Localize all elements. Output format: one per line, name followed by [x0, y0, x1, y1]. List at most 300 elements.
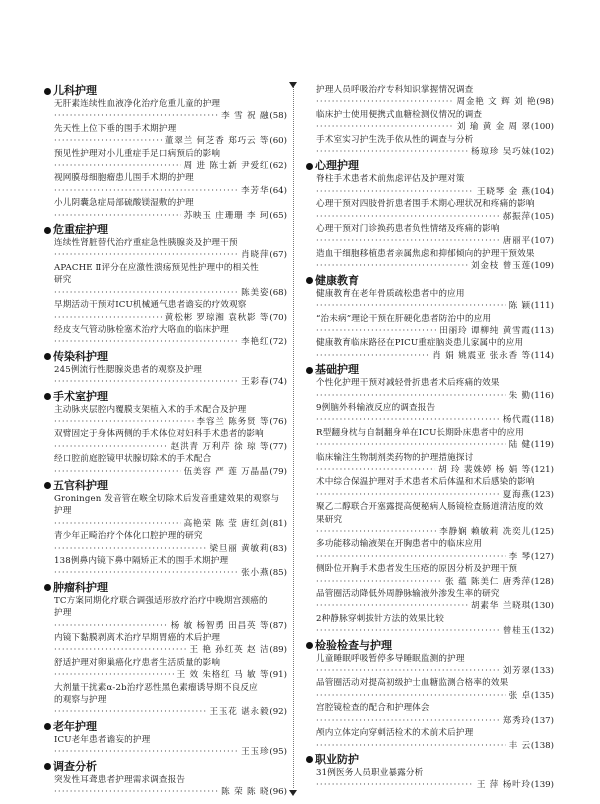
entry-authors: 肖 娟 姚震亚 张永香 等: [432, 350, 531, 361]
entry-title-line: 心理干预对门诊换药患者负性情绪及疼痛的影响: [316, 224, 500, 235]
section-title: 健康教育: [315, 273, 359, 287]
entry-meta: [54, 567, 287, 579]
toc-entry[interactable]: [306, 288, 554, 313]
entry-title-line: 临床输注生物制剂类药物的护理措施探讨: [316, 452, 474, 463]
toc-entry[interactable]: [306, 767, 554, 792]
entry-page-number: (121): [530, 464, 554, 475]
entry-page-number: (72): [269, 337, 287, 348]
toc-section: [44, 479, 287, 580]
section-heading: [44, 760, 287, 774]
entry-meta: [316, 551, 554, 563]
entry-authors: 朱 勤: [508, 390, 531, 401]
toc-entry[interactable]: [44, 98, 287, 123]
entry-title-line: 预见性护理对小儿重症手足口病预后的影响: [54, 148, 221, 159]
dot-leader: [54, 249, 238, 261]
entry-title-line: 245例流行性腮腺炎患者的观察及护理: [54, 364, 203, 375]
entry-page-number: (133): [530, 666, 554, 677]
entry-authors: 张小燕: [241, 568, 270, 579]
entry-title-line: Groningen 发音管在喉全切除术后发音重建效果的观察与: [54, 493, 280, 504]
entry-authors: 高艳荣 陈 莹 唐红剑: [183, 518, 270, 529]
dot-leader: [316, 414, 500, 426]
bullet-icon: [44, 353, 51, 360]
section-title: 传染科护理: [53, 349, 108, 363]
entry-authors: 王 艳 孙红英 赵 洁: [189, 645, 270, 656]
toc-entry[interactable]: [44, 123, 287, 148]
toc-entry[interactable]: [306, 402, 554, 427]
entry-page-number: (67): [269, 250, 287, 261]
toc-entry[interactable]: [306, 109, 554, 134]
section-heading: [44, 350, 287, 364]
entry-title-line: 心理干预对四肢骨折患者围手术期心理状况和疼痛的影响: [316, 199, 535, 210]
toc-section: [306, 639, 554, 752]
entry-meta: [54, 160, 287, 172]
toc-entry[interactable]: [306, 248, 554, 273]
entry-meta: [54, 620, 287, 632]
toc-entry[interactable]: [44, 404, 287, 429]
entry-page-number: (123): [530, 489, 554, 500]
dot-leader: [316, 260, 468, 272]
toc-entry[interactable]: [44, 453, 287, 478]
entry-authors: 梁旦丽 黄敏莉: [209, 543, 270, 554]
entry-authors: 杨 敏 杨智勇 田昌英 等: [170, 620, 270, 631]
entry-authors: 刘芳翠: [502, 666, 531, 677]
bullet-icon: [44, 763, 51, 770]
entry-authors: 李 琴: [508, 551, 531, 562]
entry-title-line: 的观察与护理: [54, 695, 107, 706]
entry-authors: 黄松彬 罗琼湘 袁秋影 等: [164, 312, 270, 323]
toc-section: [44, 760, 287, 799]
toc-entry[interactable]: [44, 262, 287, 299]
entry-meta: [316, 464, 554, 476]
entry-page-number: (58): [269, 111, 287, 122]
entry-page-number: (65): [269, 210, 287, 221]
toc-entry[interactable]: [306, 653, 554, 678]
entry-meta: [316, 260, 554, 272]
section-title: 老年护理: [53, 719, 97, 733]
entry-page-number: (114): [530, 350, 554, 361]
entry-page-number: (95): [269, 747, 287, 758]
entry-authors: 王晓琴 金 燕: [476, 186, 531, 197]
toc-entry[interactable]: [44, 197, 287, 222]
entry-page-number: (81): [269, 518, 287, 529]
entry-title-line: 护理: [54, 506, 72, 517]
entry-authors: 苏映玉 庄珊珊 李 珂: [183, 210, 270, 221]
dot-leader: [54, 518, 181, 530]
entry-title-line: 小儿阴囊急症局部硫酸镁湿敷的护理: [54, 198, 194, 209]
toc-section: [306, 753, 554, 792]
toc-entry[interactable]: [44, 657, 287, 682]
entry-title-line: 主动脉夹层腔内覆膜支架植入术的手术配合及护理: [54, 404, 247, 415]
dot-leader: [316, 576, 442, 588]
entry-meta: [54, 210, 287, 222]
section-heading: [306, 363, 554, 377]
toc-entry[interactable]: [306, 452, 554, 477]
toc-section: [44, 390, 287, 478]
toc-entry[interactable]: [44, 172, 287, 197]
toc-entry[interactable]: [44, 632, 287, 657]
entry-meta: [316, 186, 554, 198]
toc-entry[interactable]: [306, 313, 554, 338]
dot-leader: [316, 390, 506, 402]
entry-title-line: 宫腔镜检查的配合和护理体会: [316, 703, 430, 714]
toc-entry[interactable]: [44, 364, 287, 389]
bullet-icon: [44, 723, 51, 730]
entry-authors: 王玉珍: [241, 747, 270, 758]
toc-entry[interactable]: [306, 337, 554, 362]
section-heading: [44, 390, 287, 404]
entry-page-number: (100): [530, 122, 554, 133]
entry-meta: [54, 543, 287, 555]
entry-authors: 李容兰 陈务贤 等: [196, 416, 270, 427]
entry-meta: [316, 526, 554, 538]
entry-authors: 李艳红: [241, 337, 270, 348]
dot-leader: [54, 706, 206, 718]
entry-page-number: (109): [530, 261, 554, 272]
entry-authors: 郝振萍: [502, 211, 531, 222]
entry-meta: [54, 336, 287, 348]
entry-title-line: “治未病”理论干预在肝硬化患者防治中的应用: [316, 313, 492, 324]
entry-title-line: 脊柱手术患者术前焦虑评估及护理对策: [316, 174, 465, 185]
entry-page-number: (85): [269, 568, 287, 579]
entry-authors: 李 雪 祝 融: [221, 111, 270, 122]
entry-meta: [316, 121, 554, 133]
dot-leader: [54, 466, 181, 478]
entry-meta: [54, 706, 287, 718]
entry-page-number: (127): [530, 551, 554, 562]
dot-leader: [54, 746, 238, 758]
triangle-marker-top-icon: [289, 82, 297, 88]
toc-section: [44, 581, 287, 719]
dot-leader: [54, 441, 168, 453]
section-heading: [44, 223, 287, 237]
entry-page-number: (89): [269, 645, 287, 656]
entry-title-line: 内镜下黏膜剥离术治疗早期胃癌的术后护理: [54, 633, 221, 644]
dot-leader: [54, 135, 162, 147]
entry-page-number: (113): [530, 325, 554, 336]
toc-entry[interactable]: [44, 493, 287, 530]
entry-meta: [54, 786, 287, 798]
entry-meta: [316, 665, 554, 677]
entry-meta: [316, 576, 554, 588]
toc-section: [44, 84, 287, 222]
entry-title-line: R型翻身枕与自制翻身单在ICU长期卧床患者中的应用: [316, 427, 524, 438]
entry-page-number: (107): [530, 236, 554, 247]
bullet-icon: [44, 227, 51, 234]
column-divider: [293, 84, 294, 788]
section-title: 调查分析: [53, 759, 97, 773]
entry-title-line: 护理: [54, 608, 72, 619]
toc-entry[interactable]: [44, 530, 287, 555]
entry-page-number: (74): [269, 377, 287, 388]
entry-meta: [316, 625, 554, 637]
toc-entry[interactable]: [306, 134, 554, 159]
entry-meta: [54, 466, 287, 478]
entry-authors: 伍美容 严 莲 万晶晶: [183, 466, 270, 477]
entry-title-line: 多功能移动输液架在开胸患者中的临床应用: [316, 539, 483, 550]
entry-authors: 王彩春: [241, 377, 270, 388]
dot-leader: [54, 287, 238, 299]
dot-leader: [54, 786, 218, 798]
entry-authors: 郑秀玲: [502, 715, 531, 726]
entry-authors: 陆 健: [508, 440, 531, 451]
bullet-icon: [306, 277, 313, 284]
dot-leader: [316, 235, 500, 247]
entry-title-line: 先天性上位下垂的围手术期护理: [54, 123, 177, 134]
entry-title-line: 护理人员呼吸治疗专科知识掌握情况调查: [316, 85, 474, 95]
entry-meta: [54, 441, 287, 453]
entry-page-number: (138): [530, 740, 554, 751]
entry-title-line: 临床护士使用便携式血糖检测仪情况的调查: [316, 109, 483, 120]
entry-page-number: (139): [530, 780, 554, 791]
entry-meta: [54, 376, 287, 388]
section-heading: [306, 274, 554, 288]
toc-entry[interactable]: [44, 237, 287, 262]
bullet-icon: [44, 393, 51, 400]
entry-meta: [54, 312, 287, 324]
entry-meta: [54, 644, 287, 656]
dot-leader: [316, 489, 500, 501]
dot-leader: [54, 185, 238, 197]
toc-entry[interactable]: [306, 588, 554, 613]
dot-leader: [316, 325, 436, 337]
toc-section: [306, 159, 554, 272]
toc-entry[interactable]: [44, 148, 287, 173]
entry-page-number: (76): [269, 416, 287, 427]
entry-title-line: APACHE Ⅱ评分在应激性溃疡预见性护理中的相关性: [54, 262, 259, 273]
dot-leader: [316, 665, 500, 677]
entry-meta: [54, 249, 287, 261]
dot-leader: [54, 336, 238, 348]
section-title: 检验检查与护理: [315, 638, 392, 652]
entry-meta: [54, 746, 287, 758]
entry-authors: 李静娴 赖敏莉 冼奕儿: [439, 527, 531, 537]
toc-entry[interactable]: [44, 734, 287, 759]
section-heading: [44, 84, 287, 98]
toc-entry[interactable]: [306, 727, 554, 752]
entry-title-line: 31例医务人员职业暴露分析: [316, 767, 424, 778]
entry-meta: [54, 518, 287, 530]
entry-authors: 陈 颖: [508, 301, 531, 312]
dot-leader: [316, 96, 453, 108]
toc-entry[interactable]: [44, 555, 287, 580]
section-title: 手术室护理: [53, 389, 108, 403]
entry-page-number: (60): [269, 136, 287, 147]
entry-authors: 王玉花 谌永毅: [209, 707, 270, 718]
entry-meta: [316, 779, 554, 791]
entry-title-line: 经口腔前庭腔镜甲状腺切除术的手术配合: [54, 454, 212, 465]
entry-page-number: (98): [536, 97, 554, 108]
entry-title-line: 品管圈活动降低外周静脉输液外渗发生率的研究: [316, 589, 500, 600]
section-title: 心理护理: [315, 159, 359, 173]
entry-authors: 李芳华: [241, 185, 270, 196]
entry-title-line: 138例鼻内镜下鼻中隔矫正术的围手术期护理: [54, 556, 229, 566]
entry-authors: 周金艳 文 辉 刘 艳: [456, 97, 537, 108]
section-heading: [44, 720, 287, 734]
entry-page-number: (111): [530, 301, 554, 312]
bullet-icon: [306, 756, 313, 763]
entry-page-number: (68): [269, 287, 287, 298]
dot-leader: [316, 121, 454, 133]
toc-section: [44, 720, 287, 759]
entry-authors: 唐丽平: [502, 236, 531, 247]
entry-authors: 陈 荣 陈 晓: [221, 787, 270, 798]
entry-title-line: 经皮支气管动脉栓塞术治疗大咯血的临床护理: [54, 324, 229, 335]
entry-title-line: 果研究: [316, 514, 343, 525]
entry-page-number: (62): [269, 161, 287, 172]
toc-section: [306, 363, 554, 638]
bullet-icon: [44, 482, 51, 489]
entry-page-number: (96): [269, 787, 287, 798]
entry-page-number: (92): [269, 707, 287, 718]
entry-meta: [54, 110, 287, 122]
dot-leader: [316, 526, 436, 538]
toc-entry[interactable]: [44, 299, 287, 324]
entry-page-number: (130): [530, 601, 554, 612]
entry-authors: 胡 玲 裴姝婷 杨 娟 等: [438, 464, 531, 475]
entry-title-line: 早期活动干预对ICU机械通气患者谵妄的疗效观察: [54, 300, 247, 311]
toc-section: [44, 223, 287, 349]
dot-leader: [54, 376, 238, 388]
entry-title-line: 双臂固定于身体两侧的手术体位对妇科手术患者的影响: [54, 429, 264, 440]
entry-title-line: 突发性耳聋患者护理需求调查报告: [54, 774, 186, 785]
entry-meta: [316, 740, 554, 752]
entry-authors: 董翠兰 何芝香 郑巧云 等: [164, 136, 270, 147]
entry-page-number: (104): [530, 186, 554, 197]
toc-entry[interactable]: [44, 595, 287, 632]
bullet-icon: [44, 88, 51, 95]
entry-meta: [316, 414, 554, 426]
entry-meta: [54, 287, 287, 299]
entry-title-line: 聚乙二醇联合开塞露提高便秘病人肠镜检查肠道清洁度的效: [316, 502, 544, 513]
section-title: 儿科护理: [53, 84, 97, 97]
dot-leader: [316, 779, 474, 791]
dot-leader: [316, 186, 474, 198]
entry-page-number: (87): [269, 620, 287, 631]
toc-entry[interactable]: [44, 428, 287, 453]
toc-entry[interactable]: [306, 84, 554, 109]
entry-meta: [54, 669, 287, 681]
dot-leader: [54, 543, 206, 555]
entry-page-number: (118): [530, 415, 554, 426]
entry-authors: 胡素华 兰晓琪: [470, 601, 531, 612]
dot-leader: [316, 551, 506, 563]
toc-column-left: [44, 84, 287, 800]
toc-entry[interactable]: [44, 774, 287, 799]
entry-title-line: 健康教育临床路径在PICU重症脑炎患儿家属中的应用: [316, 338, 524, 349]
entry-authors: 王 萍 杨叶玲: [476, 780, 531, 791]
entry-meta: [316, 96, 554, 108]
entry-meta: [54, 135, 287, 147]
toc-entry[interactable]: [306, 173, 554, 198]
toc-entry[interactable]: [306, 377, 554, 402]
dot-leader: [316, 211, 500, 223]
dot-leader: [316, 690, 506, 702]
toc-entry[interactable]: [306, 501, 554, 538]
entry-meta: [316, 390, 554, 402]
entry-title-line: 个性化护理干预对减轻骨折患者术后疼痛的效果: [316, 378, 500, 389]
entry-page-number: (132): [530, 626, 554, 637]
section-heading: [306, 639, 554, 653]
entry-authors: 刘金枝 曾玉莲: [470, 261, 531, 272]
toc-entry[interactable]: [306, 476, 554, 501]
entry-title-line: 侧卧位开胸手术患者发生压疮的原因分析及护理干预: [316, 564, 518, 575]
entry-title-line: 研究: [54, 275, 72, 286]
toc-section: [44, 350, 287, 389]
entry-authors: 陈美姿: [241, 287, 270, 298]
entry-title-line: 品管圈活动对提高初级护士血糖监测合格率的效果: [316, 678, 509, 689]
entry-title-line: 9例脑外科输液反应的调查报告: [316, 402, 436, 413]
dot-leader: [54, 210, 181, 222]
toc-entry[interactable]: [306, 198, 554, 223]
entry-authors: 曾桂玉: [502, 626, 531, 637]
entry-title-line: 手术室实习护生洗手依从性的调查与分析: [316, 134, 474, 145]
entry-title-line: 视网膜母细胞瘤患儿围手术期的护理: [54, 173, 194, 184]
toc-section: [306, 274, 554, 362]
toc-entry[interactable]: [306, 613, 554, 638]
toc-entry[interactable]: [306, 223, 554, 248]
dot-leader: [54, 416, 194, 428]
entry-meta: [316, 489, 554, 501]
entry-page-number: (119): [530, 440, 554, 451]
toc-entry[interactable]: [306, 677, 554, 702]
entry-authors: 肖晓萍: [241, 250, 270, 261]
entry-meta: [54, 416, 287, 428]
entry-title-line: 连续性肾脏替代治疗重症急性胰腺炎及护理干预: [54, 238, 238, 249]
entry-authors: 刘 瑜 黄 金 周 翠: [456, 122, 531, 133]
dot-leader: [316, 625, 500, 637]
entry-authors: 杨代霞: [502, 415, 531, 426]
dot-leader: [316, 740, 506, 752]
dot-leader: [316, 146, 468, 158]
entry-page-number: (137): [530, 715, 554, 726]
toc-entry[interactable]: [306, 563, 554, 588]
entry-authors: 王 效 朱格红 马 敏 等: [176, 670, 270, 681]
entry-meta: [316, 235, 554, 247]
dot-leader: [316, 350, 429, 362]
entry-page-number: (135): [530, 690, 554, 701]
toc-entry[interactable]: [44, 324, 287, 349]
entry-title-line: TC方案同期化疗联合调强适形放疗治疗中晚期宫颈癌的: [54, 595, 268, 606]
entry-page-number: (116): [530, 390, 554, 401]
entry-authors: 夏海燕: [502, 489, 531, 500]
section-title: 肿瘤科护理: [53, 580, 108, 594]
section-heading: [306, 753, 554, 767]
entry-page-number: (91): [269, 670, 287, 681]
bullet-icon: [306, 642, 313, 649]
dot-leader: [316, 439, 506, 451]
entry-title-line: 青少年正畸治疗个体化口腔护理的研究: [54, 531, 203, 542]
toc-entry[interactable]: [44, 682, 287, 719]
entry-title-line: ICU老年患者谵妄的护理: [54, 734, 151, 745]
section-title: 危重症护理: [53, 223, 108, 237]
entry-title-line: 造血干细胞移植患者亲属焦虑和抑郁倾向的护理干预效果: [316, 248, 535, 259]
entry-meta: [316, 715, 554, 727]
entry-meta: [316, 439, 554, 451]
entry-title-line: 大剂量干扰素α-2b治疗恶性黑色素瘤诱导期不良反应: [54, 682, 258, 693]
section-heading: [44, 479, 287, 493]
toc-entry[interactable]: [306, 427, 554, 452]
entry-page-number: (70): [269, 312, 287, 323]
entry-meta: [316, 211, 554, 223]
toc-entry[interactable]: [306, 538, 554, 563]
bullet-icon: [306, 367, 313, 374]
dot-leader: [316, 464, 435, 476]
dot-leader: [54, 620, 168, 632]
toc-entry[interactable]: [306, 702, 554, 727]
entry-page-number: (64): [269, 185, 287, 196]
section-title: 职业防护: [315, 752, 359, 766]
entry-meta: [316, 300, 554, 312]
